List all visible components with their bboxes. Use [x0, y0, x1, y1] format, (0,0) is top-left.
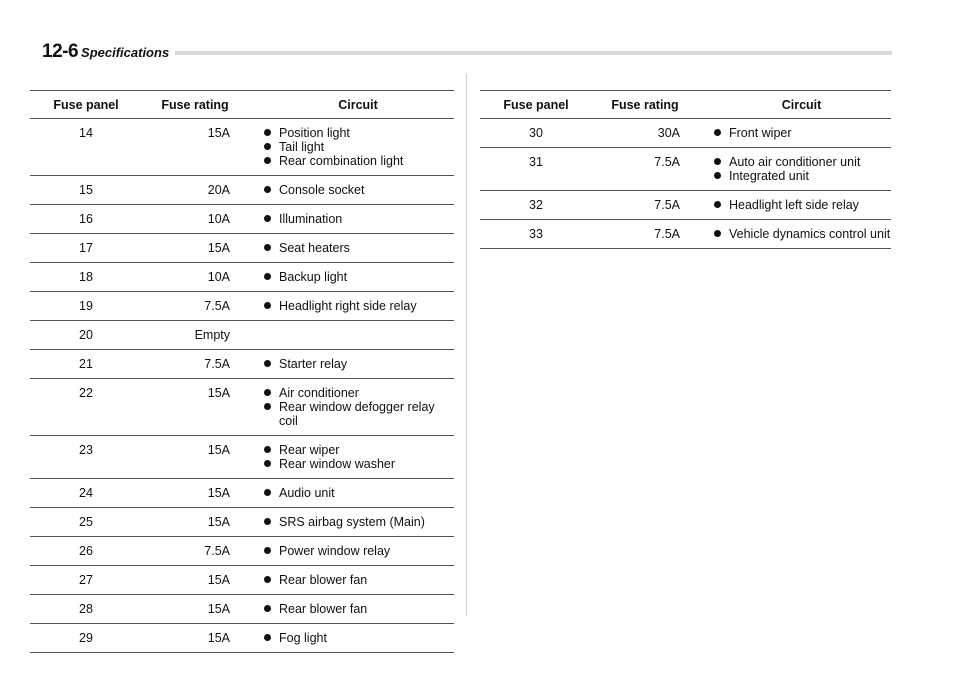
- circuit-cell: [248, 508, 454, 537]
- circuit-list: [712, 227, 891, 241]
- circuit-cell: [248, 379, 454, 436]
- fuse-rating-cell: 15A: [142, 595, 248, 624]
- circuit-cell: [248, 263, 454, 292]
- circuit-item: Headlight left side relay: [712, 198, 891, 212]
- circuit-cell: [698, 220, 891, 249]
- table-row: [30, 119, 454, 176]
- circuit-item: SRS airbag system (Main): [262, 515, 454, 529]
- table-row: [30, 321, 454, 350]
- circuit-item: Rear window washer: [262, 457, 454, 471]
- circuit-item: Auto air conditioner unit: [712, 155, 891, 169]
- fuse-panel-cell: 26: [30, 537, 142, 566]
- fuse-panel-cell: 32: [480, 191, 592, 220]
- circuit-item: Seat heaters: [262, 241, 454, 255]
- fuse-panel-cell: 23: [30, 436, 142, 479]
- fuse-rating-cell: 10A: [142, 263, 248, 292]
- fuse-panel-cell: 17: [30, 234, 142, 263]
- circuit-cell: [698, 191, 891, 220]
- circuit-cell: [248, 479, 454, 508]
- fuse-table-left: [30, 90, 454, 653]
- table-row: [30, 537, 454, 566]
- circuit-list: [262, 241, 454, 255]
- circuit-item: Position light: [262, 126, 454, 140]
- circuit-item: Air conditioner: [262, 386, 454, 400]
- table-row: [30, 234, 454, 263]
- fuse-panel-cell: 31: [480, 148, 592, 191]
- fuse-panel-cell: 21: [30, 350, 142, 379]
- circuit-item: Fog light: [262, 631, 454, 645]
- table-row: [30, 176, 454, 205]
- fuse-panel-cell: 20: [30, 321, 142, 350]
- circuit-cell: [248, 624, 454, 653]
- fuse-rating-cell: 7.5A: [142, 292, 248, 321]
- circuit-list: [262, 299, 454, 313]
- col-header-panel: Fuse panel: [30, 91, 142, 119]
- col-header-rating: Fuse rating: [142, 91, 248, 119]
- circuit-item: Rear wiper: [262, 443, 454, 457]
- circuit-list: [262, 602, 454, 616]
- table-row: [480, 119, 891, 148]
- fuse-rating-cell: 15A: [142, 379, 248, 436]
- fuse-panel-cell: 22: [30, 379, 142, 436]
- circuit-list: [262, 212, 454, 226]
- circuit-item: Backup light: [262, 270, 454, 284]
- fuse-rating-cell: Empty: [142, 321, 248, 350]
- circuit-list: [262, 573, 454, 587]
- fuse-rating-cell: 15A: [142, 119, 248, 176]
- circuit-list: [262, 515, 454, 529]
- fuse-rating-cell: 7.5A: [592, 148, 698, 191]
- col-header-circuit: Circuit: [248, 91, 454, 119]
- circuit-cell: [248, 234, 454, 263]
- circuit-cell: [248, 292, 454, 321]
- table-row: [480, 148, 891, 191]
- fuse-rating-cell: 15A: [142, 624, 248, 653]
- table-row: [30, 508, 454, 537]
- fuse-rating-cell: 7.5A: [142, 350, 248, 379]
- circuit-item: Rear window defogger relay coil: [262, 400, 454, 428]
- fuse-panel-cell: 16: [30, 205, 142, 234]
- circuit-cell: [248, 205, 454, 234]
- circuit-item: Power window relay: [262, 544, 454, 558]
- circuit-cell: [248, 119, 454, 176]
- fuse-rating-cell: 10A: [142, 205, 248, 234]
- circuit-list: [262, 183, 454, 197]
- table-header-row: [30, 91, 454, 119]
- fuse-rating-cell: 15A: [142, 508, 248, 537]
- fuse-panel-cell: 30: [480, 119, 592, 148]
- table-row: [30, 624, 454, 653]
- circuit-item: Front wiper: [712, 126, 891, 140]
- fuse-rating-cell: 7.5A: [592, 191, 698, 220]
- header-label: [42, 42, 175, 62]
- circuit-list: [262, 486, 454, 500]
- circuit-cell: [248, 595, 454, 624]
- fuse-panel-cell: 24: [30, 479, 142, 508]
- circuit-cell: [248, 321, 454, 350]
- circuit-list: [262, 443, 454, 471]
- fuse-panel-cell: 27: [30, 566, 142, 595]
- circuit-cell: [248, 176, 454, 205]
- table-row: [30, 379, 454, 436]
- col-header-rating: Fuse rating: [592, 91, 698, 119]
- circuit-list: [712, 155, 891, 183]
- fuse-rating-cell: 15A: [142, 234, 248, 263]
- circuit-item: Vehicle dynamics control unit: [712, 227, 891, 241]
- circuit-list: [262, 270, 454, 284]
- circuit-item: Starter relay: [262, 357, 454, 371]
- table-row: [480, 191, 891, 220]
- fuse-panel-cell: 19: [30, 292, 142, 321]
- circuit-cell: [248, 350, 454, 379]
- circuit-item: Audio unit: [262, 486, 454, 500]
- circuit-item: Illumination: [262, 212, 454, 226]
- fuse-panel-cell: 29: [30, 624, 142, 653]
- circuit-cell: [698, 119, 891, 148]
- circuit-list: [262, 631, 454, 645]
- circuit-list: [262, 544, 454, 558]
- fuse-table-right-body: [480, 119, 891, 249]
- circuit-item: Rear blower fan: [262, 573, 454, 587]
- table-row: [30, 595, 454, 624]
- circuit-list: [262, 386, 454, 428]
- table-row: [30, 436, 454, 479]
- fuse-panel-cell: 28: [30, 595, 142, 624]
- table-row: [30, 292, 454, 321]
- circuit-cell: [248, 436, 454, 479]
- circuit-item: Tail light: [262, 140, 454, 154]
- table-row: [30, 205, 454, 234]
- circuit-cell: [248, 537, 454, 566]
- col-header-circuit: Circuit: [698, 91, 891, 119]
- fuse-rating-cell: 15A: [142, 436, 248, 479]
- fuse-rating-cell: 30A: [592, 119, 698, 148]
- table-row: [30, 350, 454, 379]
- table-row: [30, 479, 454, 508]
- fuse-panel-cell: 15: [30, 176, 142, 205]
- col-header-panel: Fuse panel: [480, 91, 592, 119]
- column-divider: [466, 74, 467, 616]
- fuse-panel-cell: 18: [30, 263, 142, 292]
- table-row: [30, 566, 454, 595]
- fuse-table-right: [480, 90, 891, 249]
- circuit-cell: [248, 566, 454, 595]
- circuit-list: [712, 126, 891, 140]
- fuse-panel-cell: 33: [480, 220, 592, 249]
- fuse-rating-cell: 15A: [142, 479, 248, 508]
- page-number: 12-6: [42, 41, 79, 62]
- circuit-item: Console socket: [262, 183, 454, 197]
- table-header-row: [480, 91, 891, 119]
- circuit-list: [712, 198, 891, 212]
- fuse-rating-cell: 7.5A: [142, 537, 248, 566]
- fuse-rating-cell: 7.5A: [592, 220, 698, 249]
- circuit-item: Headlight right side relay: [262, 299, 454, 313]
- page-header: [42, 42, 892, 62]
- circuit-list: [262, 357, 454, 371]
- fuse-table-left-body: [30, 119, 454, 653]
- circuit-item: Integrated unit: [712, 169, 891, 183]
- circuit-cell: [698, 148, 891, 191]
- circuit-item: Rear blower fan: [262, 602, 454, 616]
- fuse-rating-cell: 15A: [142, 566, 248, 595]
- table-row: [480, 220, 891, 249]
- section-title: Specifications: [81, 45, 170, 60]
- table-row: [30, 263, 454, 292]
- circuit-item: Rear combination light: [262, 154, 454, 168]
- circuit-list: [262, 126, 454, 168]
- fuse-rating-cell: 20A: [142, 176, 248, 205]
- fuse-panel-cell: 14: [30, 119, 142, 176]
- fuse-panel-cell: 25: [30, 508, 142, 537]
